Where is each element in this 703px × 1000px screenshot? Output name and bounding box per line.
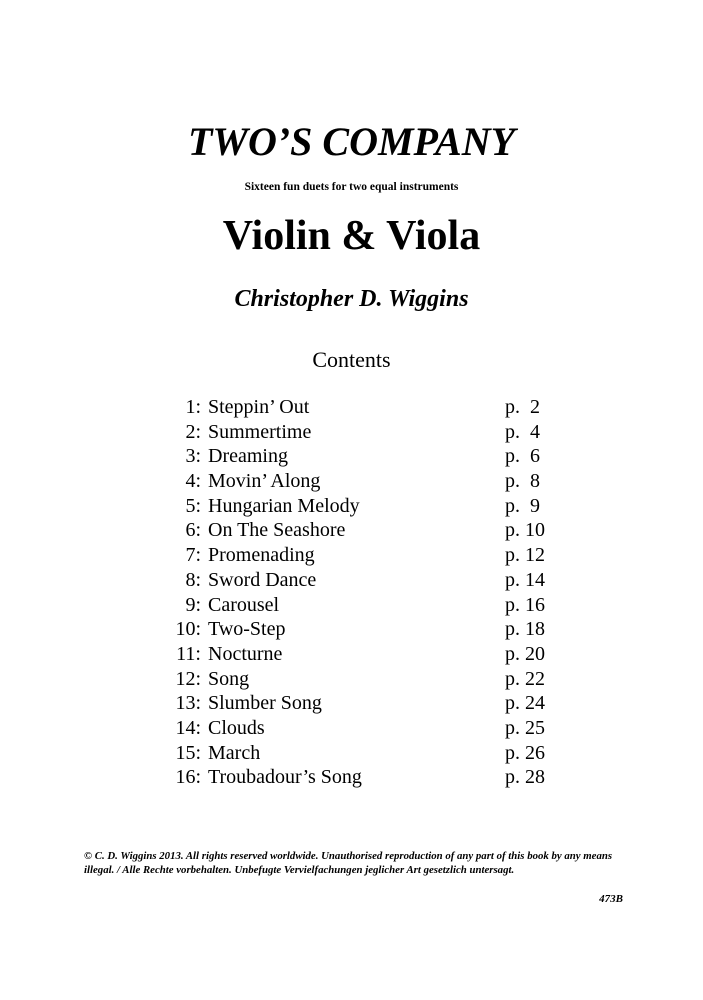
toc-page-number: p. 22 bbox=[505, 667, 545, 690]
toc-row bbox=[150, 444, 570, 469]
toc-piece-title: Summertime bbox=[208, 420, 312, 443]
toc-page-number: p. 8 bbox=[505, 470, 540, 493]
toc-page-number: p. 9 bbox=[505, 494, 540, 517]
toc-page-number: p. 28 bbox=[505, 766, 545, 789]
toc-piece-title: Two-Step bbox=[208, 618, 286, 641]
instrumentation-heading: Violin & Viola bbox=[222, 213, 481, 259]
toc-piece-title: Sword Dance bbox=[208, 568, 317, 591]
toc-page-number: p. 26 bbox=[505, 741, 545, 764]
copyright-notice: © C. D. Wiggins 2013. All rights reserved worldwide. Unauthorised reproduction of any part of this book by any means illegal. / Alle Rechte vorbehalten. Unbefugte Vervielfachungen jeglicher Art gesetzlich untersagt. bbox=[84, 850, 613, 876]
toc-number: 14: bbox=[175, 716, 201, 739]
toc-row bbox=[150, 518, 570, 543]
toc-piece-title: Hungarian Melody bbox=[208, 494, 360, 517]
toc-row bbox=[150, 617, 570, 642]
toc-piece-title: Steppin’ Out bbox=[208, 396, 310, 418]
toc-piece-title: On The Seashore bbox=[208, 519, 346, 542]
toc-piece-title: Nocturne bbox=[208, 642, 283, 665]
toc-number: 1: bbox=[185, 396, 201, 418]
toc-number: 4: bbox=[185, 470, 201, 493]
toc-number: 13: bbox=[175, 692, 201, 715]
toc-number: 7: bbox=[185, 544, 201, 567]
composer-name: Christopher D. Wiggins bbox=[234, 286, 469, 312]
toc-row bbox=[150, 543, 570, 568]
toc-piece-title: Slumber Song bbox=[208, 692, 322, 715]
toc-row bbox=[150, 642, 570, 667]
toc-piece-title: Troubadour’s Song bbox=[208, 766, 362, 789]
toc-row bbox=[150, 691, 570, 716]
toc-row bbox=[150, 765, 570, 790]
toc-page-number: p. 4 bbox=[505, 420, 540, 443]
toc-row bbox=[150, 593, 570, 618]
toc-page-number: p. 24 bbox=[505, 692, 545, 715]
toc-page-number: p. 16 bbox=[505, 593, 545, 616]
toc-row bbox=[150, 568, 570, 593]
toc-row bbox=[150, 469, 570, 494]
toc-piece-title: Carousel bbox=[208, 593, 280, 616]
toc-number: 8: bbox=[185, 568, 201, 591]
toc-number: 12: bbox=[175, 667, 201, 690]
toc-number: 10: bbox=[175, 618, 201, 641]
toc-number: 6: bbox=[185, 519, 201, 542]
toc-number: 3: bbox=[185, 445, 201, 468]
toc-piece-title: March bbox=[208, 741, 261, 764]
toc-row bbox=[150, 395, 570, 420]
toc-piece-title: Movin’ Along bbox=[208, 470, 321, 493]
toc-page-number: p. 25 bbox=[505, 716, 545, 739]
toc-page-number: p. 12 bbox=[505, 544, 545, 567]
book-subtitle: Sixteen fun duets for two equal instruments bbox=[244, 181, 459, 193]
toc-number: 11: bbox=[176, 642, 201, 665]
table-of-contents bbox=[150, 395, 570, 790]
toc-piece-title: Dreaming bbox=[208, 445, 288, 468]
toc-piece-title: Song bbox=[208, 667, 250, 690]
toc-page-number: p. 6 bbox=[505, 445, 540, 468]
toc-row bbox=[150, 667, 570, 692]
contents-heading: Contents bbox=[312, 347, 391, 372]
toc-piece-title: Promenading bbox=[208, 544, 315, 567]
toc-page-number: p. 2 bbox=[505, 396, 540, 418]
toc-row bbox=[150, 741, 570, 766]
toc-number: 5: bbox=[185, 494, 201, 517]
toc-page-number: p. 14 bbox=[505, 568, 545, 591]
toc-row bbox=[150, 494, 570, 519]
toc-row bbox=[150, 420, 570, 445]
toc-number: 16: bbox=[175, 766, 201, 789]
toc-row bbox=[150, 716, 570, 741]
toc-number: 9: bbox=[185, 593, 201, 616]
toc-page-number: p. 20 bbox=[505, 642, 545, 665]
toc-piece-title: Clouds bbox=[208, 716, 265, 739]
book-title: TWO’S COMPANY bbox=[187, 119, 516, 164]
toc-number: 2: bbox=[185, 420, 201, 443]
toc-number: 15: bbox=[175, 741, 201, 764]
toc-page-number: p. 10 bbox=[505, 519, 545, 542]
catalog-number: 473B bbox=[599, 893, 623, 905]
toc-page-number: p. 18 bbox=[505, 618, 545, 641]
